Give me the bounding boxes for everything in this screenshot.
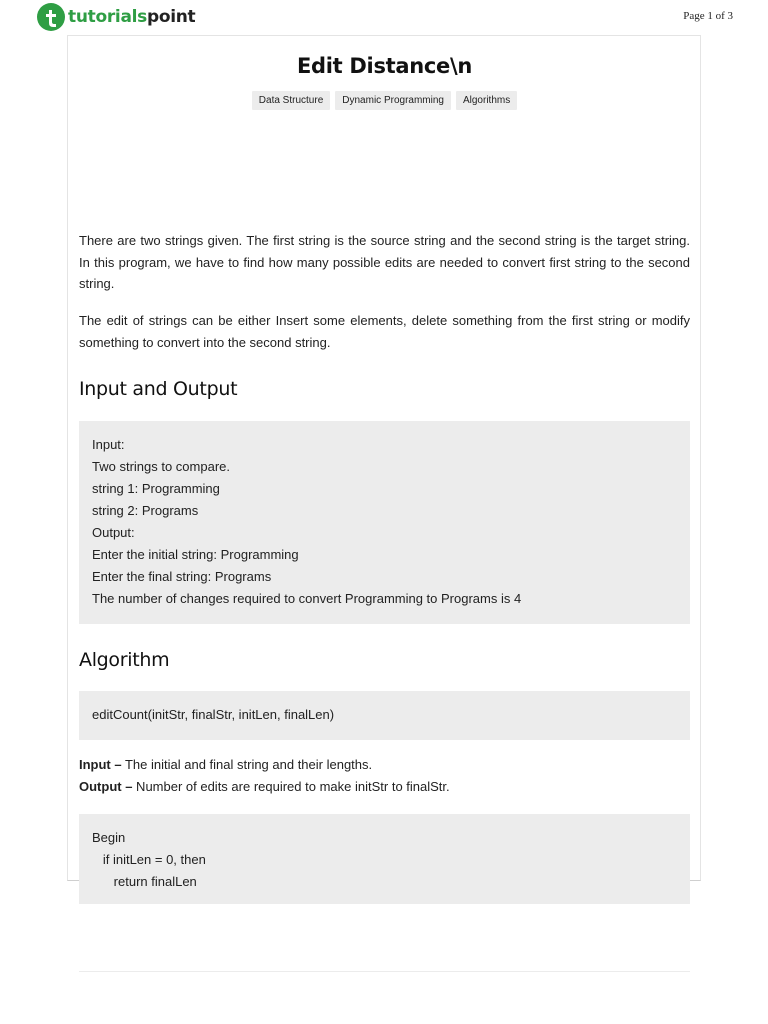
intro-paragraph-2: The edit of strings can be either Insert some elements, delete something from the first string or modify something to convert into the second string. [79,313,690,350]
output-description: Number of edits are required to make initStr to finalStr. [132,779,450,794]
io-line: Input: [92,437,125,452]
logo-word-point: point [146,7,196,27]
code-line: Begin [92,830,126,845]
tag-data-structure[interactable]: Data Structure [252,91,330,110]
algorithm-output-line [79,776,690,798]
tutorialspoint-logo[interactable] [37,2,195,32]
io-line: Output: [92,525,135,540]
algorithm-code-block [79,814,690,904]
tutorialspoint-logo-icon [37,3,65,31]
article-title: Edit Distance\n [296,54,473,78]
code-line: if initLen = 0, then [92,852,206,867]
tag-algorithms[interactable]: Algorithms [456,91,517,110]
page-header [0,0,768,34]
io-line: Two strings to compare. [92,459,230,474]
tag-list [79,91,690,110]
article-page [67,35,701,889]
io-example-block [79,421,690,624]
input-output-heading: Input and Output [79,378,238,400]
io-line: Enter the final string: Programs [92,569,272,584]
algorithm-heading: Algorithm [79,649,170,671]
code-line: return finalLen [92,874,197,889]
algorithm-io-description [79,754,690,798]
logo-word-tutorials: tutorials [68,7,147,27]
page-indicator: Page 1 of 3 [683,10,733,22]
io-line: string 2: Programs [92,503,199,518]
algorithm-input-line [79,754,690,776]
tag-dynamic-programming[interactable]: Dynamic Programming [335,91,451,110]
io-line: string 1: Programming [92,481,220,496]
input-label: Input – [79,757,122,772]
output-label: Output – [79,779,133,794]
algorithm-signature-block [79,691,690,740]
io-line: The number of changes required to convert Programming to Programs is 4 [92,591,522,606]
input-description: The initial and final string and their lengths. [121,757,373,772]
page-divider [79,971,690,972]
logo-wordmark [68,7,195,27]
algorithm-signature: editCount(initStr, finalStr, initLen, finalLen) [92,707,335,722]
io-line: Enter the initial string: Programming [92,547,299,562]
intro-paragraph-1: There are two strings given. The first string is the source string and the second string is the target string. In this program, we have to find how many possible edits are needed to convert first string to the second string. [79,233,690,291]
